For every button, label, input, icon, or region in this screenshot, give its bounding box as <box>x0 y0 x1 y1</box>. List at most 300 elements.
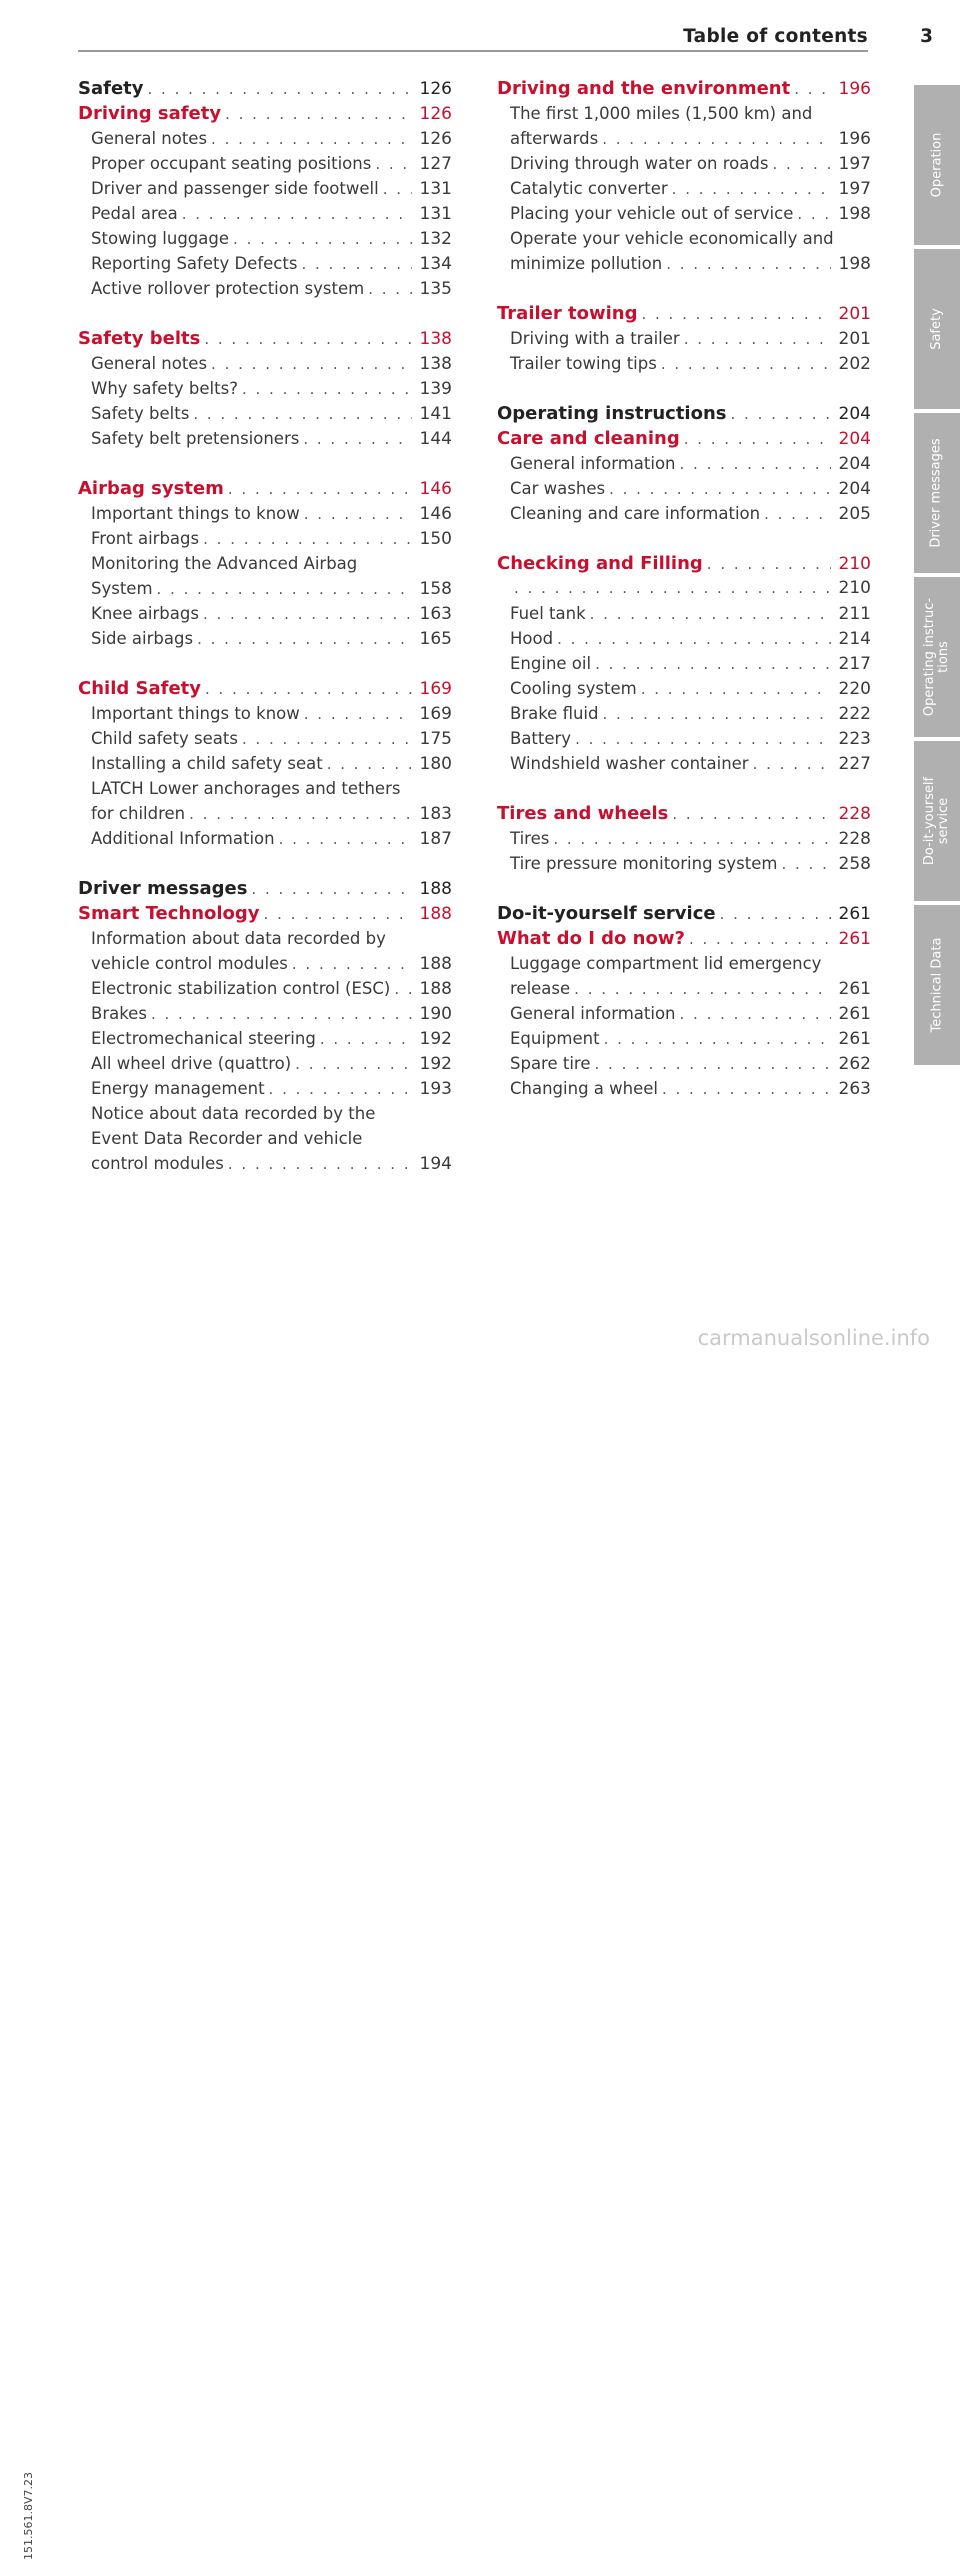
toc-entry-title: Windshield washer container <box>510 754 749 773</box>
toc-entry[interactable] <box>497 851 871 876</box>
toc-entry-title: Safety belts <box>78 328 201 349</box>
toc-section-heading[interactable] <box>78 676 452 701</box>
toc-page-number: 192 <box>419 1029 452 1049</box>
toc-page-number: 126 <box>419 79 452 99</box>
toc-entry[interactable] <box>497 201 871 226</box>
toc-entry[interactable] <box>497 601 871 626</box>
dot-leader <box>666 252 831 276</box>
toc-page-number: 126 <box>419 129 452 149</box>
dot-leader <box>609 477 831 501</box>
toc-page-number: 196 <box>838 129 871 149</box>
toc-page-number: 134 <box>419 254 452 274</box>
tab-label: Safety <box>929 308 944 350</box>
toc-entry[interactable] <box>497 651 871 676</box>
dot-leader <box>205 677 412 701</box>
toc-entry[interactable] <box>78 126 452 151</box>
dot-leader <box>151 1002 412 1026</box>
toc-entry-title: Tires <box>510 829 550 848</box>
toc-entry[interactable] <box>78 1026 452 1051</box>
toc-page-number: 126 <box>419 104 452 124</box>
toc-entry-title: Hood <box>510 629 554 648</box>
toc-entry-title: Why safety belts? <box>91 379 238 398</box>
toc-page-number: 127 <box>419 154 452 174</box>
toc-entry[interactable] <box>497 1051 871 1076</box>
dot-leader <box>672 177 831 201</box>
toc-page-number: 214 <box>838 629 871 649</box>
dot-leader <box>662 1077 831 1101</box>
toc-entry-title: Cooling system <box>510 679 637 698</box>
toc-entry[interactable] <box>497 951 871 976</box>
toc-entry[interactable] <box>78 151 452 176</box>
dot-leader <box>641 677 831 701</box>
header-rule <box>78 50 868 52</box>
toc-entry[interactable] <box>497 226 871 251</box>
dot-leader <box>301 252 412 276</box>
toc-page-number: 205 <box>838 504 871 524</box>
toc-entry-title: Smart Technology <box>78 903 260 924</box>
toc-entry[interactable] <box>78 801 452 826</box>
toc-page-number: 187 <box>419 829 452 849</box>
toc-entry[interactable] <box>497 451 871 476</box>
toc-entry[interactable] <box>78 526 452 551</box>
toc-entry-title: Electronic stabilization control (ESC) <box>91 979 391 998</box>
dot-leader <box>327 752 412 776</box>
toc-entry-title: Spare tire <box>510 1054 591 1073</box>
toc-entry[interactable] <box>78 1126 452 1151</box>
toc-section-heading[interactable] <box>497 426 871 451</box>
toc-entry-title: Additional Information <box>91 829 275 848</box>
toc-entry-title: Battery <box>510 729 572 748</box>
toc-entry-title: Trailer towing <box>497 303 638 324</box>
toc-entry-title: Care and cleaning <box>497 428 680 449</box>
dot-leader <box>753 752 831 776</box>
toc-entry[interactable] <box>497 726 871 751</box>
toc-entry-title: Driving safety <box>78 103 222 124</box>
toc-section-heading[interactable] <box>497 801 871 826</box>
toc-entry-title: General notes <box>91 354 208 373</box>
toc-page-number: 138 <box>419 354 452 374</box>
dot-leader <box>197 627 412 651</box>
toc-section-heading[interactable] <box>497 901 871 926</box>
toc-section-heading[interactable] <box>497 926 871 951</box>
toc-entry-title: Front airbags <box>91 529 200 548</box>
toc-entry[interactable] <box>78 201 452 226</box>
toc-entry-title: Safety belts <box>91 404 190 423</box>
toc-entry[interactable] <box>78 551 452 576</box>
toc-entry-title: Driving through water on roads <box>510 154 769 173</box>
toc-entry-title: General notes <box>91 129 208 148</box>
toc-page-number: 138 <box>419 329 452 349</box>
toc-page-number: 261 <box>838 979 871 999</box>
toc-page-number: 131 <box>419 179 452 199</box>
dot-leader <box>292 952 412 976</box>
dot-leader <box>368 277 412 301</box>
toc-entry-title: Energy management <box>91 1079 265 1098</box>
toc-page-number: 210 <box>838 578 871 598</box>
toc-entry[interactable] <box>497 1026 871 1051</box>
toc-entry-title: Stowing luggage <box>91 229 230 248</box>
toc-entry-title: Placing your vehicle out of service <box>510 204 794 223</box>
dot-leader <box>394 977 412 1001</box>
toc-entry[interactable] <box>497 1001 871 1026</box>
toc-entry-title: Driver and passenger side footwell <box>91 179 379 198</box>
toc-entry-title: The first 1,000 miles (1,500 km) and <box>510 104 813 123</box>
toc-entry-title: Cleaning and care information <box>510 504 761 523</box>
toc-page-number: 196 <box>838 79 871 99</box>
toc-entry-title: Driving and the environment <box>497 78 791 99</box>
dot-leader <box>269 1077 412 1101</box>
toc-entry[interactable] <box>78 501 452 526</box>
toc-page-number: 165 <box>419 629 452 649</box>
toc-entry[interactable] <box>78 701 452 726</box>
dot-leader <box>557 627 831 651</box>
toc-entry-title: Child safety seats <box>91 729 238 748</box>
toc-entry-title: Fuel tank <box>510 604 586 623</box>
toc-page-number: 188 <box>419 979 452 999</box>
toc-entry[interactable] <box>78 626 452 651</box>
dot-leader <box>797 202 831 226</box>
toc-entry-title: Notice about data recorded by the <box>91 1104 376 1123</box>
dot-leader <box>603 702 832 726</box>
toc-page-number: 228 <box>838 829 871 849</box>
toc-entry[interactable] <box>78 576 452 601</box>
toc-page-number: 150 <box>419 529 452 549</box>
dot-leader <box>242 727 412 751</box>
toc-entry-title: Tire pressure monitoring system <box>510 854 778 873</box>
toc-entry-title: control modules <box>91 1154 224 1173</box>
toc-entry-title: What do I do now? <box>497 928 685 949</box>
toc-page-number: 210 <box>838 554 871 574</box>
toc-entry[interactable] <box>78 751 452 776</box>
toc-page-number: 202 <box>838 354 871 374</box>
tab-driver-messages[interactable] <box>914 413 960 573</box>
dot-leader <box>661 352 831 376</box>
toc-entry-title: Side airbags <box>91 629 194 648</box>
toc-entry[interactable] <box>78 926 452 951</box>
toc-entry[interactable] <box>78 976 452 1001</box>
toc-entry-title: Safety belt pretensioners <box>91 429 300 448</box>
toc-entry[interactable] <box>497 751 871 776</box>
toc-page-number: 204 <box>838 404 871 424</box>
dot-leader <box>320 1027 412 1051</box>
toc-section-heading[interactable] <box>78 876 452 901</box>
toc-entry-title: Brakes <box>91 1004 147 1023</box>
toc-section-heading[interactable] <box>497 76 871 101</box>
toc-page-number: 169 <box>419 704 452 724</box>
toc-page-number: 262 <box>838 1054 871 1074</box>
dot-leader <box>641 302 831 326</box>
toc-page-number: 261 <box>838 1004 871 1024</box>
toc-page-number: 139 <box>419 379 452 399</box>
toc-section-heading[interactable] <box>497 551 871 576</box>
dot-leader <box>514 576 831 601</box>
tab-label: Do-it-yourself service <box>922 776 952 866</box>
dot-leader <box>203 527 412 551</box>
toc-entry-title: Brake fluid <box>510 704 599 723</box>
tab-label: Operation <box>929 132 945 198</box>
toc-entry[interactable] <box>497 1076 871 1101</box>
toc-section-heading[interactable] <box>78 901 452 926</box>
toc-section-heading[interactable] <box>78 476 452 501</box>
dot-leader <box>264 902 412 926</box>
toc-page-number: 201 <box>838 304 871 324</box>
tab-label: Driver messages <box>929 438 944 548</box>
toc-entry-title: minimize pollution <box>510 254 663 273</box>
toc-entry-title: LATCH Lower anchorages and tethers <box>91 779 401 798</box>
dot-leader <box>689 927 831 951</box>
toc-entry[interactable] <box>497 176 871 201</box>
toc-page-number: 261 <box>838 929 871 949</box>
toc-page-number: 263 <box>838 1079 871 1099</box>
toc-entry-title: vehicle control modules <box>91 954 288 973</box>
dot-leader <box>228 1152 412 1176</box>
dot-leader <box>595 652 831 676</box>
toc-entry[interactable] <box>497 976 871 1001</box>
dot-leader <box>383 177 412 201</box>
dot-leader <box>295 1052 412 1076</box>
toc-entry[interactable] <box>78 176 452 201</box>
toc-entry-title: General information <box>510 1004 676 1023</box>
dot-leader <box>575 727 831 751</box>
toc-page-number: 217 <box>838 654 871 674</box>
toc-section-heading[interactable] <box>497 401 871 426</box>
tab-do-it-yourself-service[interactable] <box>914 741 960 901</box>
dot-leader <box>602 127 831 151</box>
toc-entry-title: Do-it-yourself service <box>497 903 716 924</box>
toc-entry[interactable] <box>497 826 871 851</box>
toc-page-number: 204 <box>838 479 871 499</box>
toc-entry[interactable] <box>497 701 871 726</box>
toc-entry-title: Catalytic converter <box>510 179 668 198</box>
dot-leader <box>707 552 831 576</box>
toc-page-number: 183 <box>419 804 452 824</box>
toc-entry-title: Equipment <box>510 1029 600 1048</box>
toc-entry[interactable] <box>78 776 452 801</box>
toc-entry[interactable] <box>497 326 871 351</box>
dot-leader <box>193 402 412 426</box>
dot-leader <box>228 477 412 501</box>
dot-leader <box>251 877 412 901</box>
dot-leader <box>684 427 831 451</box>
toc-entry[interactable] <box>497 576 871 601</box>
toc-entry[interactable] <box>497 101 871 126</box>
toc-page-number: 132 <box>419 229 452 249</box>
dot-leader <box>772 152 831 176</box>
toc-entry-title: Operating instructions <box>497 403 727 424</box>
toc-entry[interactable] <box>497 676 871 701</box>
toc-entry[interactable] <box>78 426 452 451</box>
tab-label: Operating instruc- tions <box>922 597 951 717</box>
dot-leader <box>553 827 831 851</box>
toc-entry-title: Tires and wheels <box>497 803 669 824</box>
tab-operation[interactable] <box>914 85 960 245</box>
toc-entry-title: Monitoring the Advanced Airbag <box>91 554 358 573</box>
toc-entry-title: release <box>510 979 571 998</box>
toc-entry[interactable] <box>78 351 452 376</box>
dot-leader <box>279 827 412 851</box>
toc-page-number: 180 <box>419 754 452 774</box>
dot-leader <box>595 1052 831 1076</box>
toc-page-number: 175 <box>419 729 452 749</box>
dot-leader <box>304 502 412 526</box>
toc-entry[interactable] <box>497 476 871 501</box>
dot-leader <box>590 602 831 626</box>
toc-entry[interactable] <box>78 726 452 751</box>
dot-leader <box>203 602 412 626</box>
toc-entry[interactable] <box>78 226 452 251</box>
toc-entry-title: Reporting Safety Defects <box>91 254 298 273</box>
page-number: 3 <box>920 26 933 47</box>
toc-entry[interactable] <box>78 276 452 301</box>
toc-entry[interactable] <box>78 1051 452 1076</box>
toc-page-number: 201 <box>838 329 871 349</box>
toc-page-number: 194 <box>419 1154 452 1174</box>
watermark: carmanualsonline.info <box>697 1326 930 1350</box>
toc-page-number: 141 <box>419 404 452 424</box>
dot-leader <box>211 127 412 151</box>
dot-leader <box>684 327 831 351</box>
toc-entry-title: All wheel drive (quattro) <box>91 1054 292 1073</box>
toc-page-number: 198 <box>838 204 871 224</box>
toc-entry[interactable] <box>497 251 871 276</box>
tab-technical-data[interactable] <box>914 905 960 1065</box>
toc-entry-title: System <box>91 579 153 598</box>
dot-leader <box>680 1002 832 1026</box>
toc-page-number: 190 <box>419 1004 452 1024</box>
toc-entry[interactable] <box>78 1151 452 1176</box>
dot-leader <box>304 702 412 726</box>
toc-entry-title: for children <box>91 804 186 823</box>
toc-page-number: 227 <box>838 754 871 774</box>
toc-entry-title: Airbag system <box>78 478 224 499</box>
toc-entry-title: Driver messages <box>78 878 248 899</box>
toc-page-number: 163 <box>419 604 452 624</box>
document-code: 151.561.8V7.23 <box>22 2472 35 2560</box>
toc-page-number: 158 <box>419 579 452 599</box>
toc-page-number: 188 <box>419 904 452 924</box>
toc-entry-title: Changing a wheel <box>510 1079 658 1098</box>
tab-operating-instructions[interactable] <box>914 577 960 737</box>
toc-page-number: 144 <box>419 429 452 449</box>
toc-entry-title: Electromechanical steering <box>91 1029 316 1048</box>
dot-leader <box>604 1027 831 1051</box>
toc-section-heading[interactable] <box>78 101 452 126</box>
dot-leader <box>574 977 831 1001</box>
dot-leader <box>672 802 831 826</box>
toc-page-number: 197 <box>838 179 871 199</box>
toc-entry-title: Event Data Recorder and vehicle <box>91 1129 363 1148</box>
dot-leader <box>204 327 412 351</box>
dot-leader <box>731 402 832 426</box>
toc-page-number: 204 <box>838 454 871 474</box>
toc-entry-title: Information about data recorded by <box>91 929 386 948</box>
toc-page-number: 223 <box>838 729 871 749</box>
toc-page-number: 258 <box>838 854 871 874</box>
toc-page-number: 222 <box>838 704 871 724</box>
dot-leader <box>182 202 412 226</box>
tab-safety[interactable] <box>914 249 960 409</box>
toc-page-number: 211 <box>838 604 871 624</box>
toc-entry-title: Operate your vehicle economically and <box>510 229 834 248</box>
toc-entry[interactable] <box>78 251 452 276</box>
toc-entry-title: Car washes <box>510 479 606 498</box>
toc-left-column <box>78 76 452 1176</box>
toc-entry-title: Driving with a trailer <box>510 329 680 348</box>
toc-entry-title: Proper occupant seating positions <box>91 154 372 173</box>
dot-leader <box>157 577 412 601</box>
toc-page-number: 131 <box>419 204 452 224</box>
dot-leader <box>720 902 831 926</box>
toc-entry[interactable] <box>78 401 452 426</box>
toc-entry[interactable] <box>78 951 452 976</box>
dot-leader <box>794 77 831 101</box>
toc-page-number: 169 <box>419 679 452 699</box>
toc-entry[interactable] <box>497 501 871 526</box>
toc-entry[interactable] <box>78 376 452 401</box>
toc-page-number: 198 <box>838 254 871 274</box>
toc-entry-title: Safety <box>78 78 144 99</box>
toc-page-number: 146 <box>419 479 452 499</box>
toc-page-number: 261 <box>838 1029 871 1049</box>
toc-entry-title: Knee airbags <box>91 604 199 623</box>
toc-section-heading[interactable] <box>497 301 871 326</box>
dot-leader <box>242 377 412 401</box>
toc-entry-title: Luggage compartment lid emergency <box>510 954 822 973</box>
dot-leader <box>303 427 412 451</box>
toc-entry-title: Checking and Filling <box>497 553 703 574</box>
toc-page-number: 188 <box>419 954 452 974</box>
toc-entry-title: Important things to know <box>91 704 300 723</box>
tab-label: Technical Data <box>929 937 944 1033</box>
toc-entry-title: afterwards <box>510 129 599 148</box>
toc-page-number: 228 <box>838 804 871 824</box>
toc-page-number: 197 <box>838 154 871 174</box>
toc-page-number: 220 <box>838 679 871 699</box>
toc-entry[interactable] <box>497 626 871 651</box>
toc-page-number: 193 <box>419 1079 452 1099</box>
toc-page-number: 146 <box>419 504 452 524</box>
toc-entry-title: Installing a child safety seat <box>91 754 323 773</box>
toc-entry[interactable] <box>497 151 871 176</box>
toc-section-heading[interactable] <box>78 76 452 101</box>
toc-entry-title: Pedal area <box>91 204 178 223</box>
toc-entry[interactable] <box>497 351 871 376</box>
dot-leader <box>211 352 412 376</box>
dot-leader <box>375 152 412 176</box>
toc-right-column <box>497 76 871 1101</box>
dot-leader <box>148 77 413 101</box>
toc-entry-title: General information <box>510 454 676 473</box>
dot-leader <box>781 852 831 876</box>
toc-entry[interactable] <box>78 1076 452 1101</box>
toc-entry-title: Engine oil <box>510 654 592 673</box>
dot-leader <box>233 227 412 251</box>
dot-leader <box>680 452 832 476</box>
toc-section-heading[interactable] <box>78 326 452 351</box>
toc-entry-title: Trailer towing tips <box>510 354 657 373</box>
dot-leader <box>764 502 831 526</box>
toc-entry-title: Child Safety <box>78 678 202 699</box>
toc-entry[interactable] <box>78 826 452 851</box>
toc-entry[interactable] <box>78 601 452 626</box>
toc-page-number: 192 <box>419 1054 452 1074</box>
toc-page-number: 135 <box>419 279 452 299</box>
toc-entry[interactable] <box>78 1101 452 1126</box>
toc-entry[interactable] <box>78 1001 452 1026</box>
toc-entry[interactable] <box>497 126 871 151</box>
dot-leader <box>189 802 412 826</box>
toc-page-number: 204 <box>838 429 871 449</box>
